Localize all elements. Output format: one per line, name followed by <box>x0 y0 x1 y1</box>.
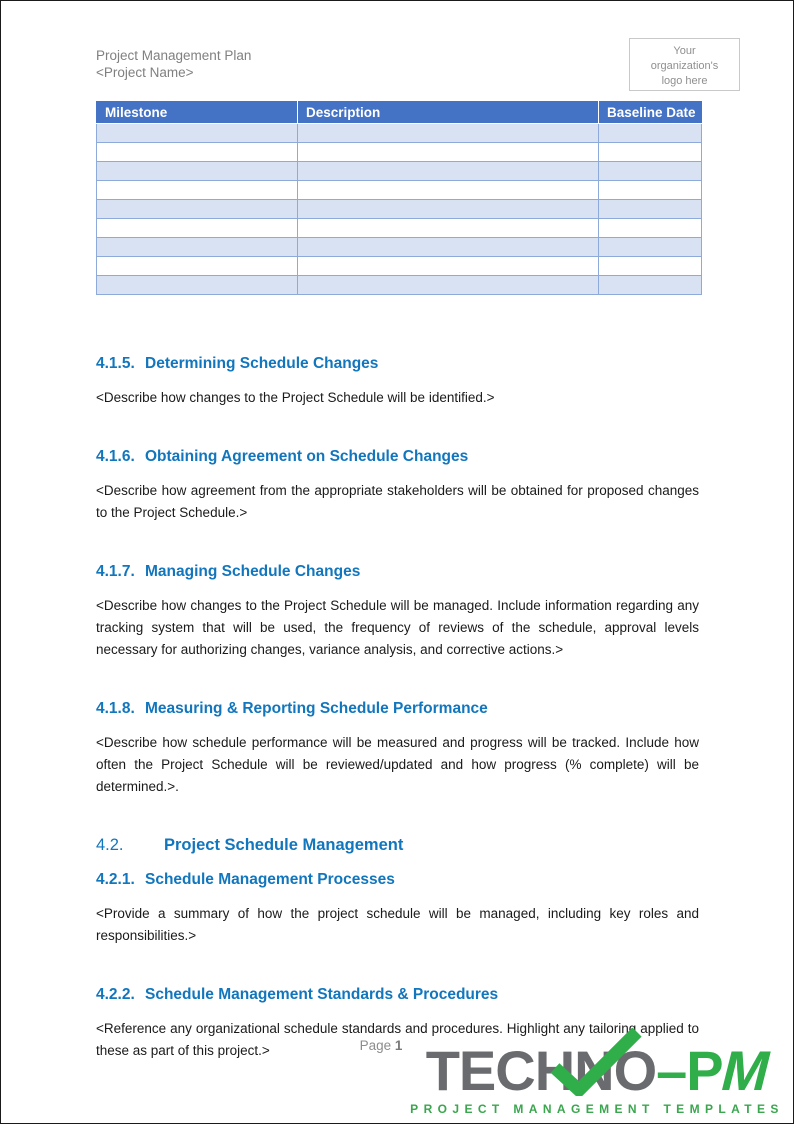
section-title: Schedule Management Standards & Procedures <box>145 986 499 1003</box>
section-number: 4.2.2. <box>96 986 135 1003</box>
table-row <box>97 257 702 276</box>
table-cell <box>298 143 599 162</box>
table-cell <box>298 257 599 276</box>
table-cell <box>97 124 298 143</box>
brand-text-tech: TECH <box>425 1039 575 1102</box>
techno-pm-wordmark <box>404 1039 790 1102</box>
project-name-placeholder: <Project Name> <box>96 65 194 80</box>
table-cell <box>599 219 702 238</box>
table-cell <box>599 257 702 276</box>
section-body-4-1-5: <Describe how changes to the Project Schedule will be identified.> <box>96 390 495 405</box>
logo-placeholder-line: Your <box>673 45 696 57</box>
table-cell <box>298 181 599 200</box>
table-cell <box>599 143 702 162</box>
section-number: 4.1.6. <box>96 448 135 465</box>
table-cell <box>298 238 599 257</box>
brand-text-dash-p: –P <box>656 1039 723 1102</box>
table-cell <box>298 162 599 181</box>
organization-logo-placeholder <box>629 38 740 91</box>
page-label: Page <box>359 1038 392 1053</box>
section-body-4-2-2: <Reference any organizational schedule standards and procedures. Highlight any tailoring applied to these as part of this project.> <box>96 1021 699 1058</box>
table-row <box>97 124 702 143</box>
section-title: Determining Schedule Changes <box>145 355 379 372</box>
table-row <box>97 143 702 162</box>
section-body-4-1-6: <Describe how agreement from the appropriate stakeholders will be obtained for proposed changes to the Project Schedule.> <box>96 483 699 520</box>
section-heading-4-1-8 <box>96 699 699 719</box>
section-title: Measuring & Reporting Schedule Performance <box>145 700 488 717</box>
logo-placeholder-line: organization's <box>650 60 719 72</box>
table-cell <box>599 276 702 295</box>
brand-letter-n: N <box>574 1039 613 1102</box>
table-cell <box>599 200 702 219</box>
page-number: 1 <box>394 1038 403 1053</box>
section-body-4-1-7: <Describe how changes to the Project Schedule will be managed. Include information regarding any tracking system that will be used, the frequency of reviews of the schedule, approval levels necessary for authorizing changes, variance analysis, and corrective actions.> <box>96 598 699 657</box>
table-cell <box>298 276 599 295</box>
table-cell <box>599 181 702 200</box>
milestone-table <box>96 101 702 295</box>
table-row <box>97 276 702 295</box>
milestone-table-body <box>97 124 702 295</box>
table-row <box>97 162 702 181</box>
checkmark-icon <box>548 1028 644 1096</box>
section-number: 4.2. <box>96 836 124 854</box>
section-number: 4.1.8. <box>96 700 135 717</box>
document-header <box>96 47 699 81</box>
table-cell <box>97 181 298 200</box>
techno-pm-logo <box>404 1039 790 1116</box>
brand-tagline: PROJECT MANAGEMENT TEMPLATES <box>410 1102 784 1116</box>
table-cell <box>97 219 298 238</box>
table-cell <box>298 219 599 238</box>
section-heading-4-1-5 <box>96 354 699 374</box>
table-cell <box>97 162 298 181</box>
table-cell <box>599 238 702 257</box>
section-number: 4.1.5. <box>96 355 135 372</box>
table-header-row <box>97 102 702 124</box>
section-number: 4.2.1. <box>96 871 135 888</box>
table-cell <box>97 200 298 219</box>
table-row <box>97 200 702 219</box>
table-cell <box>599 162 702 181</box>
section-heading-4-2 <box>96 834 699 856</box>
section-heading-4-2-2 <box>96 985 699 1005</box>
section-heading-4-1-7 <box>96 562 699 582</box>
column-header-baseline-date: Baseline Date <box>599 102 702 124</box>
brand-text-o: O <box>613 1039 657 1102</box>
table-cell <box>97 143 298 162</box>
section-title: Managing Schedule Changes <box>145 563 361 580</box>
table-cell <box>97 238 298 257</box>
section-heading-4-2-1 <box>96 870 699 890</box>
section-body-4-1-8: <Describe how schedule performance will be measured and progress will be tracked. Include how often the Project Schedule will be reviewed/updated and how progress (% complete) will be determined.>. <box>96 735 699 794</box>
table-cell <box>599 124 702 143</box>
table-row <box>97 238 702 257</box>
section-title: Schedule Management Processes <box>145 871 395 888</box>
column-header-description: Description <box>298 102 599 124</box>
section-title: Obtaining Agreement on Schedule Changes <box>145 448 469 465</box>
table-cell <box>97 257 298 276</box>
table-cell <box>298 200 599 219</box>
column-header-milestone: Milestone <box>97 102 298 124</box>
table-cell <box>298 124 599 143</box>
section-title: Project Schedule Management <box>164 836 404 854</box>
table-row <box>97 219 702 238</box>
table-cell <box>97 276 298 295</box>
document-title: Project Management Plan <box>96 48 252 63</box>
brand-text-m: M <box>714 1039 777 1102</box>
section-body-4-2-1: <Provide a summary of how the project schedule will be managed, including key roles and responsibilities.> <box>96 906 699 943</box>
logo-placeholder-line: logo here <box>661 75 708 87</box>
table-row <box>97 181 702 200</box>
section-number: 4.1.7. <box>96 563 135 580</box>
section-heading-4-1-6 <box>96 447 699 467</box>
